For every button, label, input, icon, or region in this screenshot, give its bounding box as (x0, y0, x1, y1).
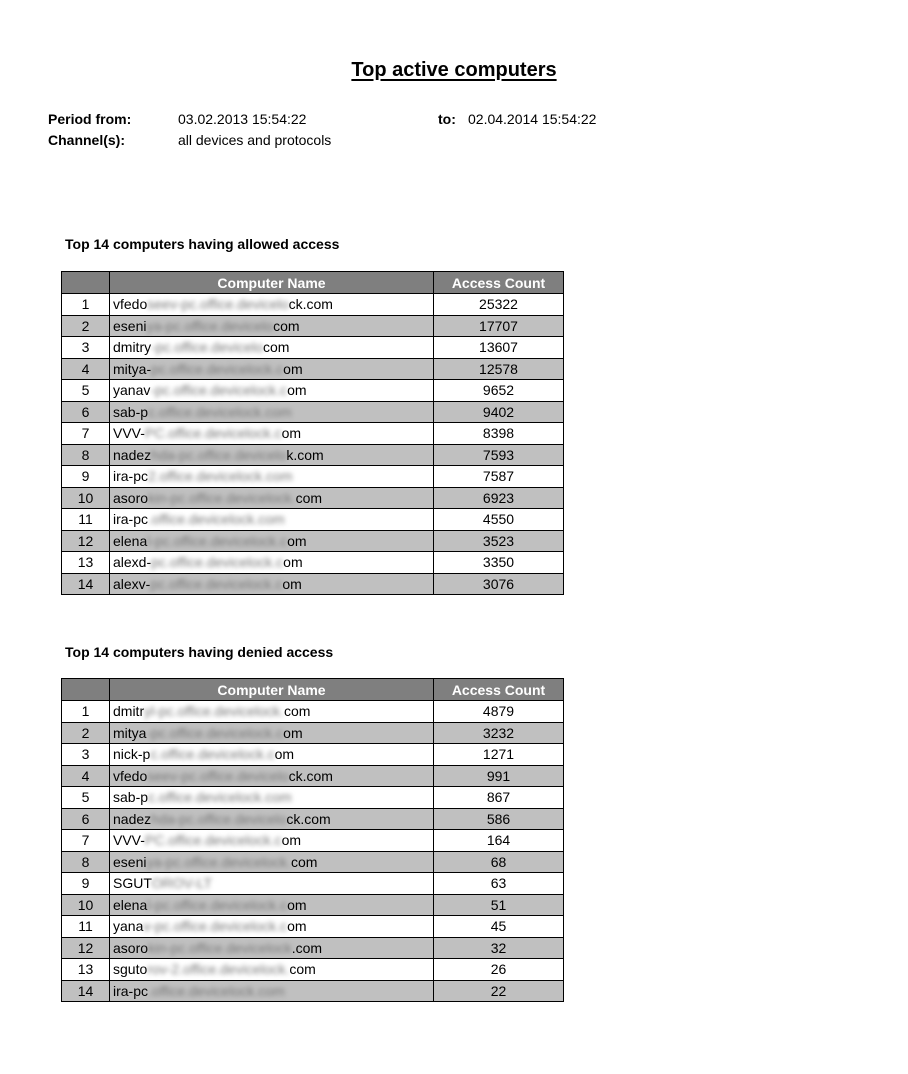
computer-name-cell (110, 487, 434, 509)
computer-name-redacted: PC.office.devicelock.c (144, 832, 282, 849)
table-row (62, 337, 564, 359)
allowed-table-body (62, 294, 564, 595)
computer-name-visible-start: dmitr (113, 703, 145, 720)
access-count-cell: 3523 (434, 530, 564, 552)
computer-name-visible-end: om (282, 575, 302, 592)
table-row (62, 873, 564, 895)
computer-name-redacted: seev-pc.office.devicelo (147, 296, 289, 313)
access-count-cell: 9652 (434, 380, 564, 402)
access-count-cell: 22 (434, 980, 564, 1002)
rank-cell: 10 (62, 487, 110, 509)
computer-name-redacted: PC.office.devicelock.c (144, 425, 282, 442)
table-row (62, 552, 564, 574)
computer-name-cell (110, 466, 434, 488)
computer-name-cell (110, 423, 434, 445)
computer-name-cell (110, 765, 434, 787)
computer-name-visible-end: om (287, 532, 307, 549)
access-count-cell: 9402 (434, 401, 564, 423)
computer-name-redacted: OROV-LT (151, 875, 213, 892)
rank-cell: 4 (62, 765, 110, 787)
access-count-cell: 3350 (434, 552, 564, 574)
computer-name-visible-end: om (283, 360, 303, 377)
table-row (62, 808, 564, 830)
computer-name-redacted: l-pc.office.devicelock.c (147, 896, 288, 913)
computer-name-visible-start: mitya- (113, 360, 152, 377)
access-count-cell: 45 (434, 916, 564, 938)
rank-cell: 12 (62, 530, 110, 552)
computer-name-column-header: Computer Name (110, 679, 434, 701)
table-row (62, 787, 564, 809)
computer-name-visible-start: alexd- (113, 554, 152, 571)
denied-section-title: Top 14 computers having denied access (65, 644, 334, 660)
rank-cell: 1 (62, 701, 110, 723)
rank-cell: 13 (62, 959, 110, 981)
computer-name-redacted: l-pc.office.devicelock.c (147, 532, 288, 549)
computer-name-cell (110, 552, 434, 574)
table-row (62, 959, 564, 981)
access-count-cell: 7593 (434, 444, 564, 466)
computer-name-visible-end: om (287, 382, 307, 399)
computer-name-cell (110, 916, 434, 938)
computer-name-visible-end: om (283, 724, 303, 741)
computer-name-cell (110, 337, 434, 359)
computer-name-cell (110, 873, 434, 895)
computer-name-redacted: -pc.office.devicelock.c (146, 724, 284, 741)
access-count-cell: 3232 (434, 722, 564, 744)
table-row (62, 744, 564, 766)
rank-cell: 10 (62, 894, 110, 916)
rank-cell: 11 (62, 509, 110, 531)
access-count-cell: 6923 (434, 487, 564, 509)
computer-name-visible-start: asoro (113, 939, 149, 956)
rank-cell: 9 (62, 873, 110, 895)
rank-cell: 2 (62, 315, 110, 337)
rank-cell: 5 (62, 787, 110, 809)
computer-name-visible-start: eseni (113, 317, 147, 334)
computer-name-redacted: ya-pc.office.devicelock. (146, 853, 291, 870)
rank-cell: 7 (62, 830, 110, 852)
table-row (62, 937, 564, 959)
computer-name-visible-start: elena (113, 896, 148, 913)
computer-name-cell (110, 722, 434, 744)
rank-column-header (62, 679, 110, 701)
computer-name-visible-start: dmitry (113, 339, 152, 356)
access-count-cell: 3076 (434, 573, 564, 595)
computer-name-visible-end: com (273, 317, 300, 334)
computer-name-visible-end: om (274, 746, 295, 763)
computer-name-visible-end: om (281, 832, 302, 849)
computer-name-redacted: .office.devicelock.com (148, 982, 285, 999)
computer-name-visible-end: com (262, 339, 290, 356)
computer-name-redacted: pc.office.devicelock.c (150, 575, 283, 592)
access-count-column-header: Access Count (434, 679, 564, 701)
computer-name-visible-end: com (290, 853, 318, 870)
computer-name-cell (110, 980, 434, 1002)
table-header-row (62, 679, 564, 701)
computer-name-cell (110, 851, 434, 873)
computer-name-visible-end: com (283, 703, 311, 720)
table-row (62, 315, 564, 337)
rank-cell: 8 (62, 851, 110, 873)
table-header-row (62, 272, 564, 294)
table-row (62, 980, 564, 1002)
table-row (62, 294, 564, 316)
rank-cell: 6 (62, 401, 110, 423)
computer-name-redacted: yl-pc.office.devicelock. (144, 703, 284, 720)
computer-name-redacted: kin-pc.office.devicelock. (148, 489, 296, 506)
computer-name-redacted: c.office.devicelock.com (148, 789, 292, 806)
computer-name-visible-start: sab-p (113, 789, 149, 806)
computer-name-visible-end: ck.com (288, 767, 333, 784)
access-count-cell: 991 (434, 765, 564, 787)
computer-name-cell (110, 401, 434, 423)
allowed-section-title: Top 14 computers having allowed access (65, 236, 340, 252)
table-row (62, 573, 564, 595)
channels-value: all devices and protocols (178, 132, 332, 148)
table-row (62, 722, 564, 744)
computer-name-cell (110, 573, 434, 595)
access-count-cell: 32 (434, 937, 564, 959)
computer-name-visible-start: VVV- (113, 425, 145, 442)
access-count-cell: 26 (434, 959, 564, 981)
computer-name-cell (110, 830, 434, 852)
access-count-cell: 63 (434, 873, 564, 895)
rank-cell: 5 (62, 380, 110, 402)
computer-name-cell (110, 509, 434, 531)
channels-label: Channel(s): (48, 132, 125, 148)
computer-name-cell (110, 744, 434, 766)
table-row (62, 358, 564, 380)
access-count-cell: 164 (434, 830, 564, 852)
table-row (62, 401, 564, 423)
computer-name-visible-start: asoro (113, 489, 149, 506)
access-count-cell: 7587 (434, 466, 564, 488)
computer-name-visible-start: nadez (113, 446, 152, 463)
access-count-cell: 17707 (434, 315, 564, 337)
computer-name-visible-start: ira-pc (113, 468, 149, 485)
computer-name-visible-start: ira-pc (113, 511, 149, 528)
rank-column-header (62, 272, 110, 294)
access-count-cell: 25322 (434, 294, 564, 316)
computer-name-visible-start: sab-p (113, 403, 149, 420)
computer-name-visible-end: ck.com (286, 810, 331, 827)
computer-name-redacted: -pc.office.devicelo (151, 339, 263, 356)
access-count-cell: 8398 (434, 423, 564, 445)
table-row (62, 487, 564, 509)
computer-name-redacted: ya-pc.office.devicelo (146, 317, 274, 334)
rank-cell: 11 (62, 916, 110, 938)
access-count-cell: 4550 (434, 509, 564, 531)
computer-name-cell (110, 808, 434, 830)
table-row (62, 830, 564, 852)
computer-name-cell (110, 959, 434, 981)
computer-name-visible-start: mitya (113, 724, 147, 741)
computer-name-redacted: pc.office.devicelock.c (151, 360, 284, 377)
period-from-value: 03.02.2013 15:54:22 (178, 111, 307, 127)
rank-cell: 3 (62, 337, 110, 359)
computer-name-visible-end: com (295, 489, 323, 506)
access-count-cell: 13607 (434, 337, 564, 359)
rank-cell: 14 (62, 573, 110, 595)
computer-name-redacted: c.office.devicelock.c (150, 746, 275, 763)
computer-name-visible-start: VVV- (113, 832, 145, 849)
access-count-cell: 586 (434, 808, 564, 830)
computer-name-redacted: pc.office.devicelock.c (151, 554, 284, 571)
computer-name-visible-start: vfedo (113, 767, 148, 784)
computer-name-column-header: Computer Name (110, 272, 434, 294)
rank-cell: 9 (62, 466, 110, 488)
computer-name-visible-end: om (287, 918, 307, 935)
computer-name-cell (110, 894, 434, 916)
computer-name-visible-start: elena (113, 532, 148, 549)
computer-name-visible-start: vfedo (113, 296, 148, 313)
access-count-cell: 1271 (434, 744, 564, 766)
computer-name-visible-end: ck.com (288, 296, 333, 313)
computer-name-visible-start: ira-pc (113, 982, 149, 999)
table-row (62, 444, 564, 466)
page-title (0, 59, 908, 82)
rank-cell: 12 (62, 937, 110, 959)
table-row (62, 423, 564, 445)
computer-name-redacted: -pc.office.devicelock.c (150, 382, 288, 399)
access-count-cell: 68 (434, 851, 564, 873)
access-count-cell: 51 (434, 894, 564, 916)
computer-name-visible-start: SGUT (113, 875, 152, 892)
computer-name-visible-end: om (281, 425, 302, 442)
computer-name-visible-start: yanav (113, 382, 151, 399)
table-row (62, 701, 564, 723)
denied-table-body (62, 701, 564, 1002)
computer-name-visible-end: k.com (286, 446, 324, 463)
computer-name-redacted: hda-pc.office.devicelo (151, 810, 287, 827)
computer-name-redacted: seev-pc.office.devicelo (147, 767, 289, 784)
period-from-label: Period from: (48, 111, 132, 127)
table-row (62, 530, 564, 552)
rank-cell: 8 (62, 444, 110, 466)
computer-name-visible-start: yana (113, 918, 144, 935)
computer-name-redacted: rov-2.office.devicelock. (147, 961, 290, 978)
computer-name-cell (110, 444, 434, 466)
computer-name-cell (110, 358, 434, 380)
table-row (62, 916, 564, 938)
access-count-cell: 4879 (434, 701, 564, 723)
allowed-access-table (61, 271, 564, 595)
rank-cell: 2 (62, 722, 110, 744)
computer-name-cell (110, 787, 434, 809)
period-to-value: 02.04.2014 15:54:22 (468, 111, 597, 127)
rank-cell: 4 (62, 358, 110, 380)
access-count-cell: 12578 (434, 358, 564, 380)
computer-name-redacted: v-pc.office.devicelock.c (143, 918, 288, 935)
computer-name-visible-start: alexv- (113, 575, 151, 592)
page-title-text: Top active computers (351, 59, 557, 81)
computer-name-redacted: .office.devicelock.com (148, 511, 285, 528)
rank-cell: 3 (62, 744, 110, 766)
computer-name-cell (110, 294, 434, 316)
computer-name-cell (110, 701, 434, 723)
rank-cell: 6 (62, 808, 110, 830)
computer-name-redacted: kin-pc.office.devicelock (148, 939, 292, 956)
computer-name-cell (110, 937, 434, 959)
period-to-label: to: (438, 111, 456, 127)
computer-name-visible-start: sguto (113, 961, 148, 978)
computer-name-redacted: hda-pc.office.devicelo (151, 446, 287, 463)
denied-access-table (61, 678, 564, 1002)
rank-cell: 7 (62, 423, 110, 445)
table-row (62, 380, 564, 402)
computer-name-visible-start: nick-p (113, 746, 151, 763)
computer-name-visible-start: nadez (113, 810, 152, 827)
table-row (62, 509, 564, 531)
access-count-cell: 867 (434, 787, 564, 809)
computer-name-visible-start: eseni (113, 853, 147, 870)
computer-name-cell (110, 530, 434, 552)
computer-name-visible-end: om (283, 554, 303, 571)
table-row (62, 851, 564, 873)
table-row (62, 765, 564, 787)
rank-cell: 14 (62, 980, 110, 1002)
computer-name-cell (110, 315, 434, 337)
table-row (62, 466, 564, 488)
table-row (62, 894, 564, 916)
computer-name-redacted: c.office.devicelock.com (148, 403, 292, 420)
rank-cell: 1 (62, 294, 110, 316)
computer-name-visible-end: .com (291, 939, 323, 956)
computer-name-redacted: 2.office.devicelock.com (148, 468, 293, 485)
computer-name-cell (110, 380, 434, 402)
rank-cell: 13 (62, 552, 110, 574)
computer-name-visible-end: om (287, 896, 307, 913)
access-count-column-header: Access Count (434, 272, 564, 294)
computer-name-visible-end: com (289, 961, 316, 978)
